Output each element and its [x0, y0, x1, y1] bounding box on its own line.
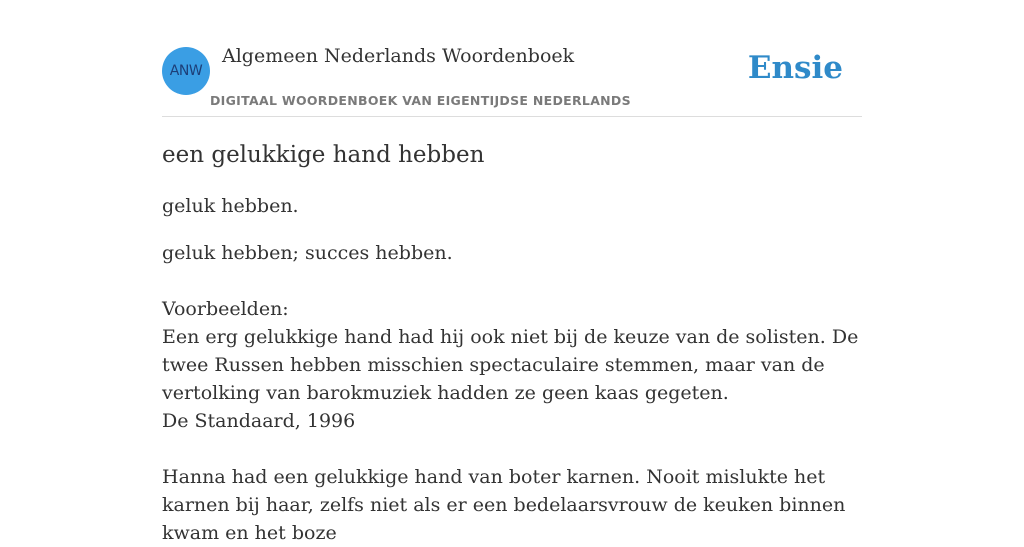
example-text: Een erg gelukkige hand had hij ook niet bij de keuze van de solisten. De twee Russen hebben misschien spectaculaire stemmen, maar van de vertolking van barokmuziek hadden ze geen kaas gegeten. — [162, 326, 859, 404]
site-subtitle: DIGITAAL WOORDENBOEK VAN EIGENTIJDSE NEDERLANDS — [210, 93, 631, 108]
example-text: Hanna had een gelukkige hand van boter karnen. Nooit mislukte het karnen bij haar, zelfs niet als er een bedelaarsvrouw de keuken binnen kwam en het boze — [162, 466, 846, 544]
entry-content — [162, 116, 862, 547]
long-definition-block — [162, 239, 862, 547]
short-definition: geluk hebben. — [162, 195, 299, 217]
spacer — [162, 267, 862, 295]
long-definition: geluk hebben; succes hebben. — [162, 242, 453, 264]
ensie-brand-link[interactable]: Ensie — [747, 50, 843, 86]
site-header — [162, 0, 862, 117]
site-title[interactable]: Algemeen Nederlands Woordenboek — [222, 45, 575, 67]
example-source: De Standaard, 1996 — [162, 410, 356, 432]
anw-logo[interactable]: ANW — [162, 47, 210, 95]
entry-term: een gelukkige hand hebben — [162, 142, 485, 168]
examples-label: Voorbeelden: — [162, 298, 289, 320]
spacer — [162, 435, 862, 463]
